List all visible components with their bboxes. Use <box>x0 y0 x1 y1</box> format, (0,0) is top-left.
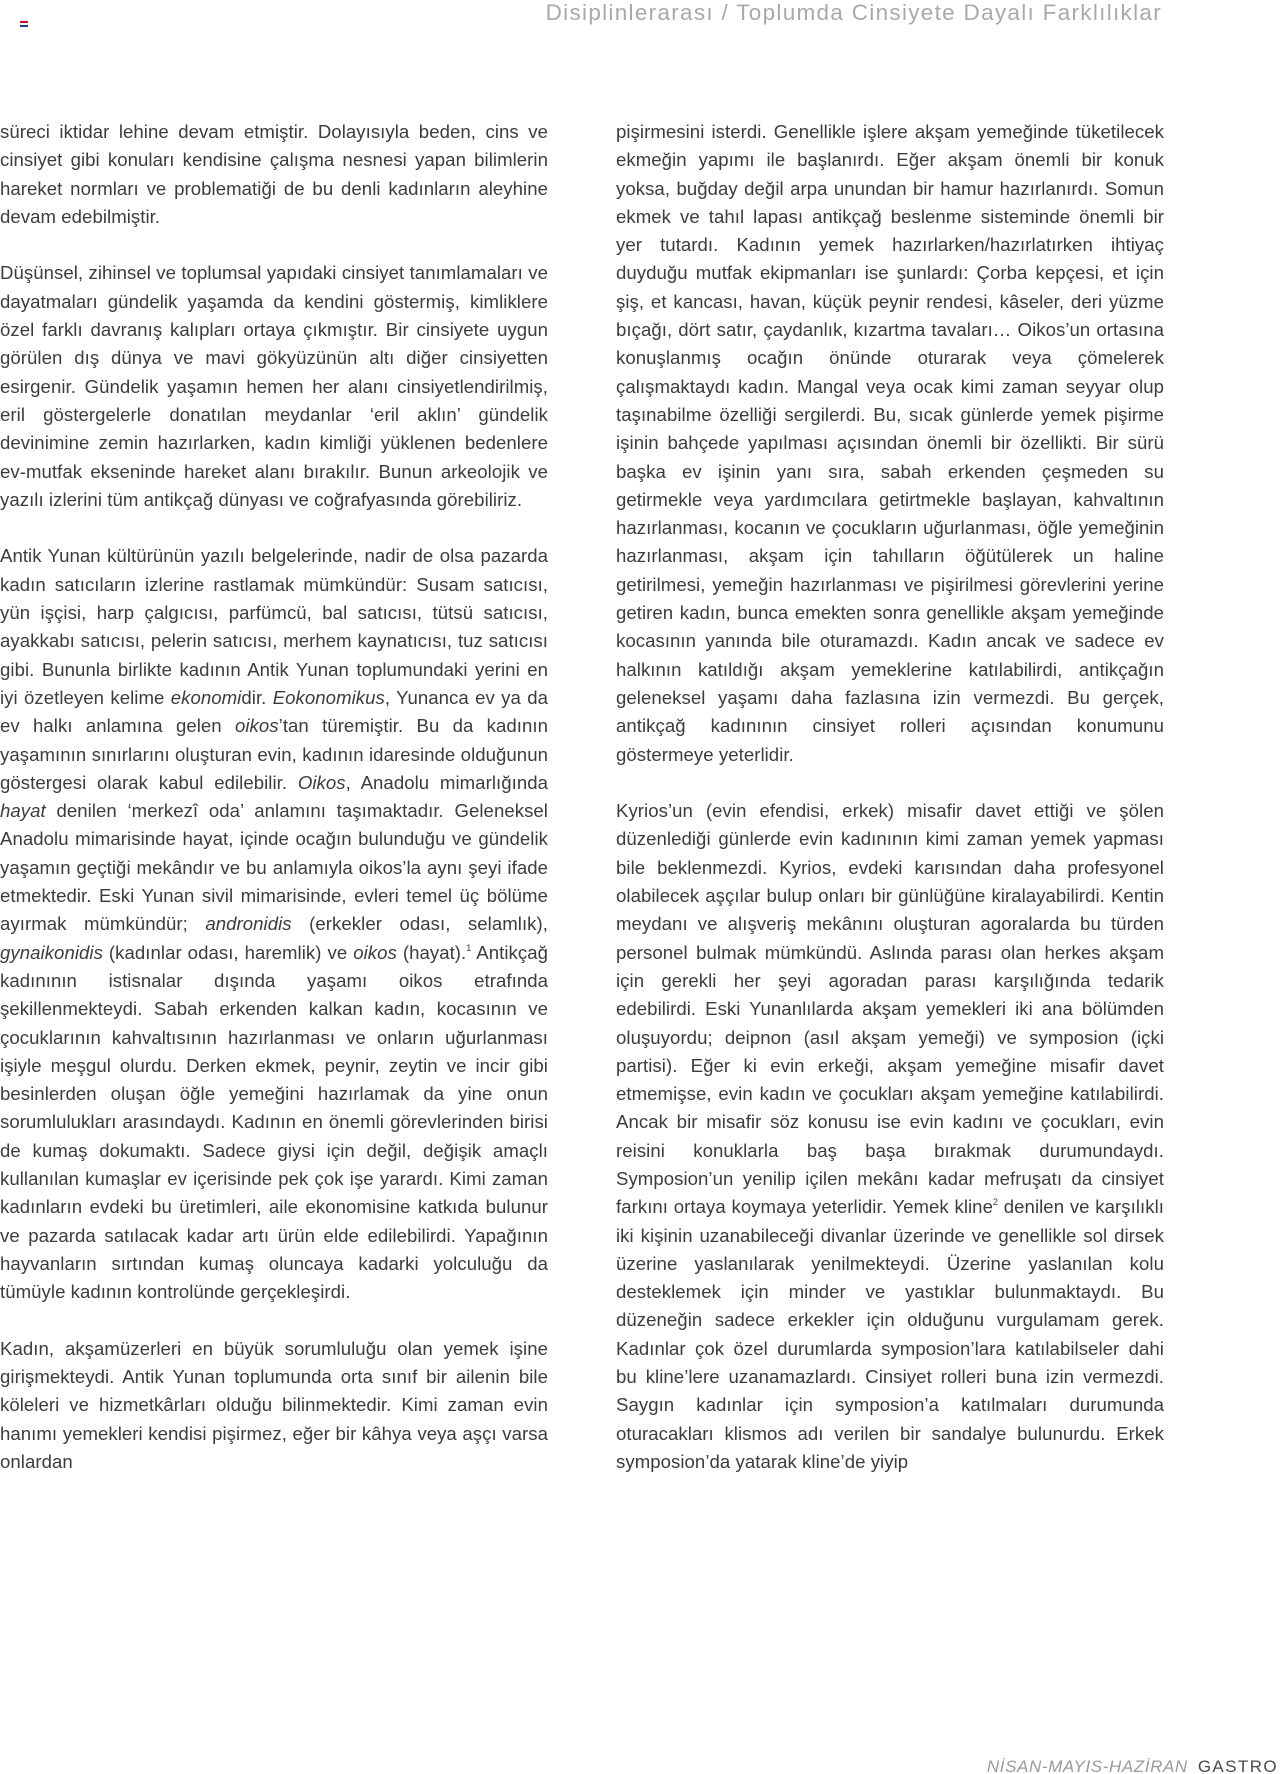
paragraph: pişirmesini isterdi. Genellikle işlere akşam yemeğinde tüketilecek ekmeğin yapımı ile başlanırdı. Eğer akşam önemli bir konuk yoksa, buğday değil arpa unundan bir hamur hazırlanırdı. Somun ekmek ve tahıl lapası antikçağ beslenme sisteminde önemli bir yer tutardı. Kadının yemek hazırlarken/hazırlatırken ihtiyaç duyduğu mutfak ekipmanları ise şunlardı: Çorba kepçesi, et için şiş, et kancası, havan, küçük peynir rendesi, kâseler, deri yüzme bıçağı, dört satır, çaydanlık, kızartma tavaları… Oikos’un ortasına konuşlanmış ocağın önünde oturarak veya çömelerek çalışmaktaydı kadın. Mangal veya ocak kimi zaman seyyar olup taşınabilme özelliği sergilerdi. Bu, sıcak günlerde yemek pişirme işinin bahçede yapılması açısından önemli bir özellikti. Bir sürü başka ev işinin yanı sıra, sabah erkenden çeşmeden su getirmekle veya yardımcılara getirtmekle başlayan, kahvaltının hazırlanması, kocanın ve çocukların uğurlanması, öğle yemeğinin hazırlanması, akşam için tahılların öğütülerek un haline getirilmesi, yemeğin hazırlanması ve pişirilmesi görevlerini yerine getiren kadın, bunca emekten sonra genellikle akşam yemeğinde kocasının yanında bile oturamazdı. Kadın ancak ve sadece ev halkının katıldığı akşam yemeklerine katılabilirdi, antikçağın geleneksel yaşamı daha fazlasına izin vermezdi. Bu gerçek, antikçağ kadınının cinsiyet rolleri açısından konumunu göstermeye yeterlidir. <box>616 121 1164 765</box>
issue-date: NİSAN-MAYIS-HAZİRAN <box>986 1757 1188 1774</box>
right-text-column <box>616 118 1164 1476</box>
flag-icon <box>20 21 28 27</box>
paragraph: süreci iktidar lehine devam etmiştir. Dolayısıyla beden, cins ve cinsiyet gibi konuları kendisine çalışma nesnesi yapan bilimlerin hareket normları ve problematiği de bu denli kadınların aleyhine devam edebilmiştir. <box>0 121 548 227</box>
paragraph: Kadın, akşamüzerleri en büyük sorumluluğu olan yemek işine girişmekteydi. Antik Yunan toplumunda orta sınıf bir ailenin bile köleleri ve hizmetkârları olduğu bilinmektedir. Kimi zaman evin hanımı yemekleri kendisi pişirmez, eğer bir kâhya veya aşçı varsa onlardan <box>0 1337 548 1472</box>
paragraph: Kyrios’un (evin efendisi, erkek) misafir davet ettiği ve şölen düzenlediği günlerde evin kadınının kimi zaman yemek yapması bile beklenmezdi. Kyrios, evdeki karısından daha profesyonel olabilecek aşçılar bulup onları bir günlüğüne kiralayabilirdi. Kentin meydanı ve alışveriş mekânını oluşturan agoralarda bu türden personel bulmak mümkündü. Aslında parası olan herkes akşam için gerekli her şeyi agoradan parası karşılığında tedarik edebilirdi. Eski Yunanlılarda akşam yemekleri iki ana bölümden oluşuyordu; deipnon (asıl akşam yemeği) ve symposion (içki partisi). Eğer ki evin erkeği, akşam yemeğine misafir davet etmemişse, evin kadın ve çocukları akşam yemeğine katılabilirdi. Ancak bir misafir söz konusu ise evin kadını ve çocukları, evin reisini konuklarla baş başa bırakmak durumundaydı. Symposion’un yenilip içilen mekânı kadar mefruşatı da cinsiyet farkını ortaya koymaya yeterlidir. Yemek kline$^2$ denilen ve karşılıklı iki kişinin uzanabileceği divanlar üzerinde ve genellikle sol dirsek üzerine yaslanılarak yenilmekteydi. Üzerine yaslanılan kolu desteklemek için minder ve yastıklar bulunmaktaydı. Bu düzeneğin sadece erkekler için olduğunu vurgulamam gerek. Kadınlar çok özel durumlarda symposion’lara katılabilseler dahi bu kline’lere uzanamazlardı. Cinsiyet rolleri buna izin vermezdi. Saygın kadınlar için symposion’a katılmaları durumunda oturacakları klismos adı verilen bir sandalye bulunurdu. Erkek symposion’da yatarak kline’de yiyip <box>616 800 1164 1472</box>
footnote-ref: 1 <box>466 942 472 953</box>
paragraph: Antik Yunan kültürünün yazılı belgelerinde, nadir de olsa pazarda kadın satıcıların izlerine rastlamak mümkündür: Susam satıcısı, yün işçisi, harp çalgıcısı, parfümcü, bal satıcısı, tütsü satıcısı, ayakkabı satıcısı, pelerin satıcısı, merhem kaynatıcısı, tuz satıcısı gibi. Bununla birlikte kadının Antik Yunan toplumundaki yerini en iyi özetleyen kelime ekonomidir. Eokonomikus, Yunanca ev ya da ev halkı anlamına gelen oikos’tan türemiştir. Bu da kadının yaşamının sınırlarını oluşturan evin, kadının idaresinde olduğunun göstergesi olarak kabul edilebilir. Oikos, Anadolu mimarlığında hayat denilen ‘merkezî oda’ anlamını taşımaktadır. Geleneksel Anadolu mimarisinde hayat, içinde ocağın bulunduğu ve gündelik yaşamın geçtiği mekândır ve bu anlamıyla oikos’la aynı şeyi ifade etmektedir. Eski Yunan sivil mimarisinde, evleri temel üç bölüme ayırmak mümkündür; andronidis (erkekler odası, selamlık), gynaikonidis (kadınlar odası, haremlik) ve oikos (hayat).$^1$ Antikçağ kadınının istisnalar dışında yaşamı oikos etrafında şekillenmekteydi. Sabah erkenden kalkan kadın, kocasının ve çocuklarının kahvaltısının hazırlanması ve onların uğurlanması işiyle meşgul olurdu. Derken ekmek, peynir, zeytin ve incir gibi besinlerden oluşan öğle yemeğini hazırlamak da yine onun sorumlulukları arasındaydı. Kadının en önemli görevlerinden birisi de kumaş dokumaktı. Sadece giysi için değil, değişik amaçlı kullanılan kumaşlar ev içerisinde pek çok işe yarardı. Kimi zaman kadınların evdeki bu üretimleri, aile ekonomisine katkıda bulunur ve pazarda satılacak kadar artı ürün elde edilebilirdi. Yapağının hayvanların sırtından kumaş oluncaya kadarki yolculuğu da tümüyle kadının kontrolünde gerçekleşirdi. <box>0 545 549 1303</box>
magazine-name: GASTRO <box>1197 1757 1278 1774</box>
page-footer <box>987 1757 1278 1774</box>
page-header-title: Disiplinlerarası / Toplumda Cinsiyete Dayalı Farklılıklar <box>545 0 1162 25</box>
footnote-ref: 2 <box>992 1197 999 1208</box>
flag-stripe-blue <box>20 25 28 27</box>
paragraph: Düşünsel, zihinsel ve toplumsal yapıdaki cinsiyet tanımlamaları ve dayatmaları gündelik yaşamda da kendini göstermiş, kimliklere özel farklı davranış kalıpları ortaya çıkmıştır. Bir cinsiyete uygun görülen dış dünya ve mavi gökyüzünün altı diğer cinsiyetten esirgenir. Gündelik yaşamın hemen her alanı cinsiyetlendirilmiş, eril göstergelerle donatılan meydanlar ‘eril aklın’ gündelik devinimine zemin hazırlarken, kadın kimliği yüklenen bedenlere ev-mutfak ekseninde hareket alanı bırakılır. Bunun arkeolojik ve yazılı izlerini tüm antikçağ dünyası ve coğrafyasında görebiliriz. <box>0 262 548 510</box>
left-text-column <box>0 118 548 1476</box>
